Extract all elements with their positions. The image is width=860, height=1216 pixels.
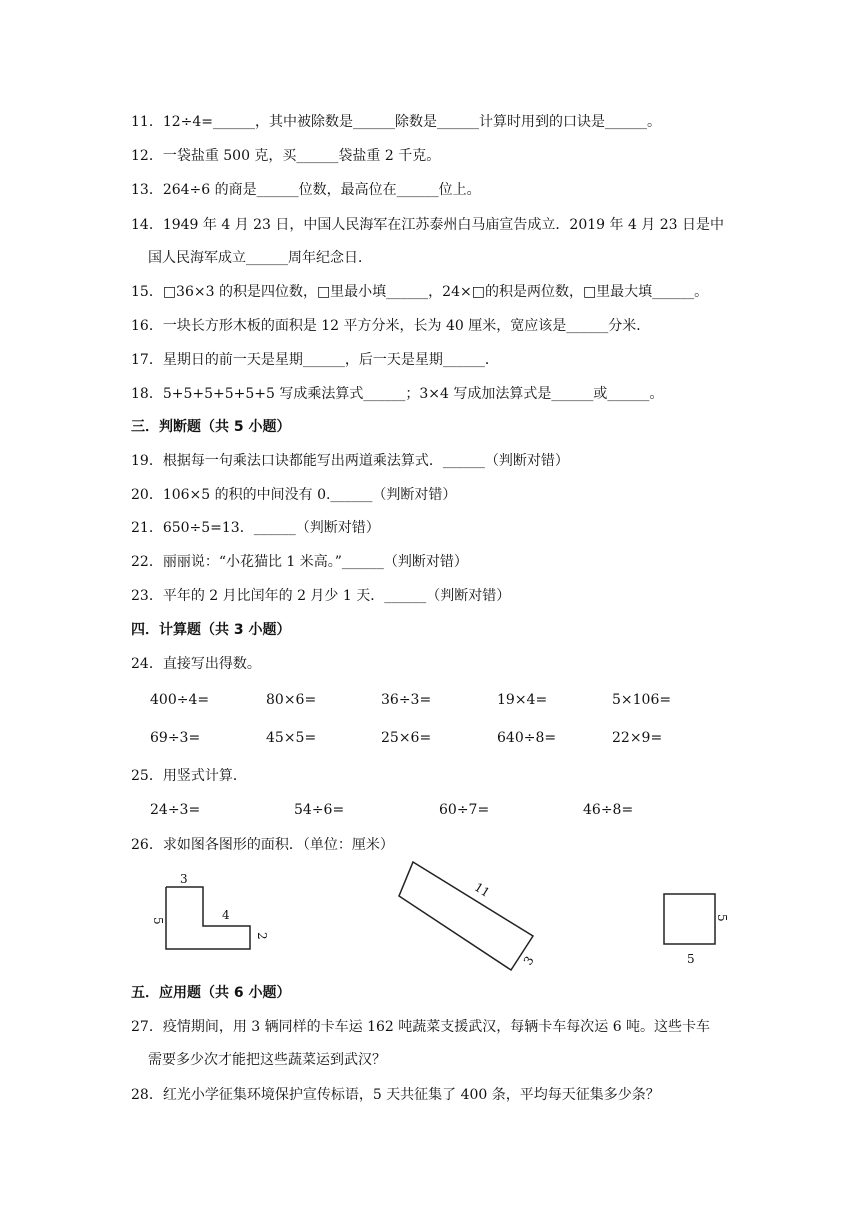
section-heading-application: 五．应用题（共 6 小题） (131, 985, 291, 1001)
square-outline (664, 894, 715, 944)
calc-item: 36÷3= (381, 692, 432, 708)
question-17: 17．星期日的前一天是星期______，后一天是星期______． (131, 352, 499, 368)
calc-item: 45×5= (266, 730, 317, 746)
question-14-line1: 14．1949 年 4 月 23 日，中国人民海军在江苏泰州白马庙宣告成立．2019 年 4 月 23 日是中 (131, 217, 725, 233)
question-12: 12．一袋盐重 500 克，买______袋盐重 2 千克。 (131, 148, 441, 164)
question-19: 19．根据每一句乘法口诀都能写出两道乘法算式．______（判断对错） (131, 453, 569, 469)
calc-item: 25×6= (381, 730, 432, 746)
question-18: 18．5+5+5+5+5+5 写成乘法算式______；3×4 写成加法算式是______或______。 (131, 386, 664, 402)
section-heading-judgment: 三．判断题（共 5 小题） (131, 419, 291, 435)
question-23: 23．平年的 2 月比闰年的 2 月少 1 天．______（判断对错） (131, 588, 511, 604)
l-shape-outline (166, 887, 250, 949)
l-shape-right-label: 2 (255, 932, 269, 940)
l-shape-left-label: 5 (151, 917, 165, 925)
question-27-line2: 需要多少次才能把这些蔬菜运到武汉？ (148, 1052, 386, 1068)
calc-item: 46÷8= (583, 802, 634, 818)
question-26: 26．求如图各图形的面积．（单位：厘米） (131, 837, 394, 853)
tilted-rectangle-outline (399, 862, 533, 970)
tilted-rectangle-long-label: 11 (471, 879, 493, 900)
tilted-rectangle-short-label: 3 (520, 953, 537, 968)
question-24: 24．直接写出得数。 (131, 656, 261, 672)
area-figures (0, 860, 860, 980)
calc-item: 5×106= (612, 692, 672, 708)
question-15: 15．□36×3 的积是四位数，□里最小填______，24×□的积是两位数，□里最大填______。 (131, 284, 709, 300)
calc-item: 80×6= (266, 692, 317, 708)
question-27-line1: 27．疫情期间，用 3 辆同样的卡车运 162 吨蔬菜支援武汉，每辆卡车每次运 6 吨。这些卡车 (131, 1019, 711, 1035)
square-right-label: 5 (715, 914, 729, 922)
calc-item: 22×9= (612, 730, 663, 746)
question-16: 16．一块长方形木板的面积是 12 平方分米，长为 40 厘米，宽应该是______分米． (131, 318, 651, 334)
calc-item: 400÷4= (150, 692, 210, 708)
calc-item: 54÷6= (294, 802, 345, 818)
question-25: 25．用竖式计算． (131, 768, 247, 784)
question-13: 13．264÷6 的商是______位数，最高位在______位上。 (131, 182, 481, 198)
tilted-rectangle-figure (399, 862, 537, 970)
calc-item: 640÷8= (497, 730, 557, 746)
l-shape-figure (151, 872, 269, 949)
square-figure (664, 894, 729, 966)
section-heading-calculation: 四．计算题（共 3 小题） (131, 622, 291, 638)
square-bottom-label: 5 (687, 952, 695, 966)
calc-item: 69÷3= (150, 730, 201, 746)
question-11: 11．12÷4=______，其中被除数是______除数是______计算时用到的口诀是______。 (131, 114, 661, 130)
calc-item: 24÷3= (150, 802, 201, 818)
question-14-line2: 国人民海军成立______周年纪念日． (148, 250, 372, 266)
l-shape-top-label: 3 (180, 872, 188, 886)
question-20: 20．106×5 的积的中间没有 0.______（判断对错） (131, 487, 457, 503)
l-shape-inner-label: 4 (222, 908, 230, 922)
question-22: 22．丽丽说：“小花猫比 1 米高。”______（判断对错） (131, 554, 468, 570)
calc-item: 60÷7= (439, 802, 490, 818)
question-21: 21．650÷5=13．______（判断对错） (131, 520, 380, 536)
calc-item: 19×4= (497, 692, 548, 708)
question-28: 28．红光小学征集环境保护宣传标语，5 天共征集了 400 条，平均每天征集多少条？ (131, 1087, 660, 1103)
